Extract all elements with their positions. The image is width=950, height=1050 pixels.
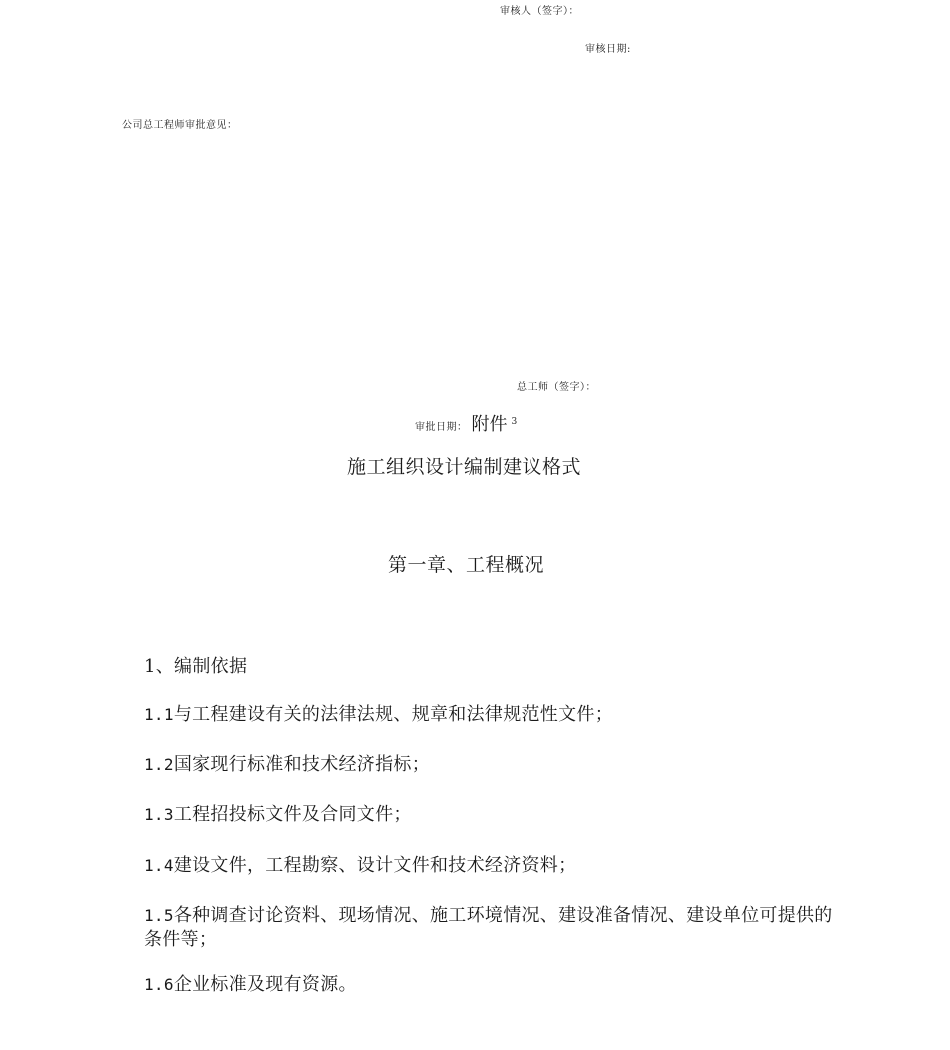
item-number: 1.2 [144,755,174,774]
chief-engineer-opinion-label: 公司总工程师审批意见： [122,120,238,131]
section-heading: 1、编制依据 [144,656,248,677]
list-item [144,703,844,727]
document-title: 施工组织设计编制建议格式 [347,456,582,478]
item-text: 企业标准及现有资源。 [173,974,357,995]
review-date-label: 审核日期: [585,44,631,55]
item-number: 1.6 [144,975,174,994]
attachment-label: 附件 [471,414,508,435]
item-text: 国家现行标准和技术经济指标； [173,754,431,775]
list-item [144,753,844,777]
item-number: 1.5 [144,906,174,925]
attachment-number: 3 [511,416,518,427]
list-item [144,973,844,997]
item-number: 1.3 [144,805,174,824]
item-text: 工程招投标文件及合同文件； [173,804,412,825]
item-text: 各种调查讨论资料、现场情况、施工环境情况、建设准备情况、建设单位可提供的条件等； [144,905,833,950]
list-item [144,854,844,878]
list-item [144,904,844,952]
item-number: 1.4 [144,856,174,875]
item-text: 与工程建设有关的法律法规、规章和法律规范性文件； [173,704,614,725]
chapter-heading: 第一章、工程概况 [388,554,545,576]
reviewer-signature-label: 审核人（签字）： [500,6,579,17]
chief-engineer-signature-label: 总工师（签字）： [517,382,596,393]
item-number: 1.1 [144,705,174,724]
approval-date-label: 审批日期： [415,422,468,433]
approval-date-row [415,410,517,436]
item-text: 建设文件，工程勘察、设计文件和技术经济资料； [173,855,577,876]
list-item [144,803,844,827]
